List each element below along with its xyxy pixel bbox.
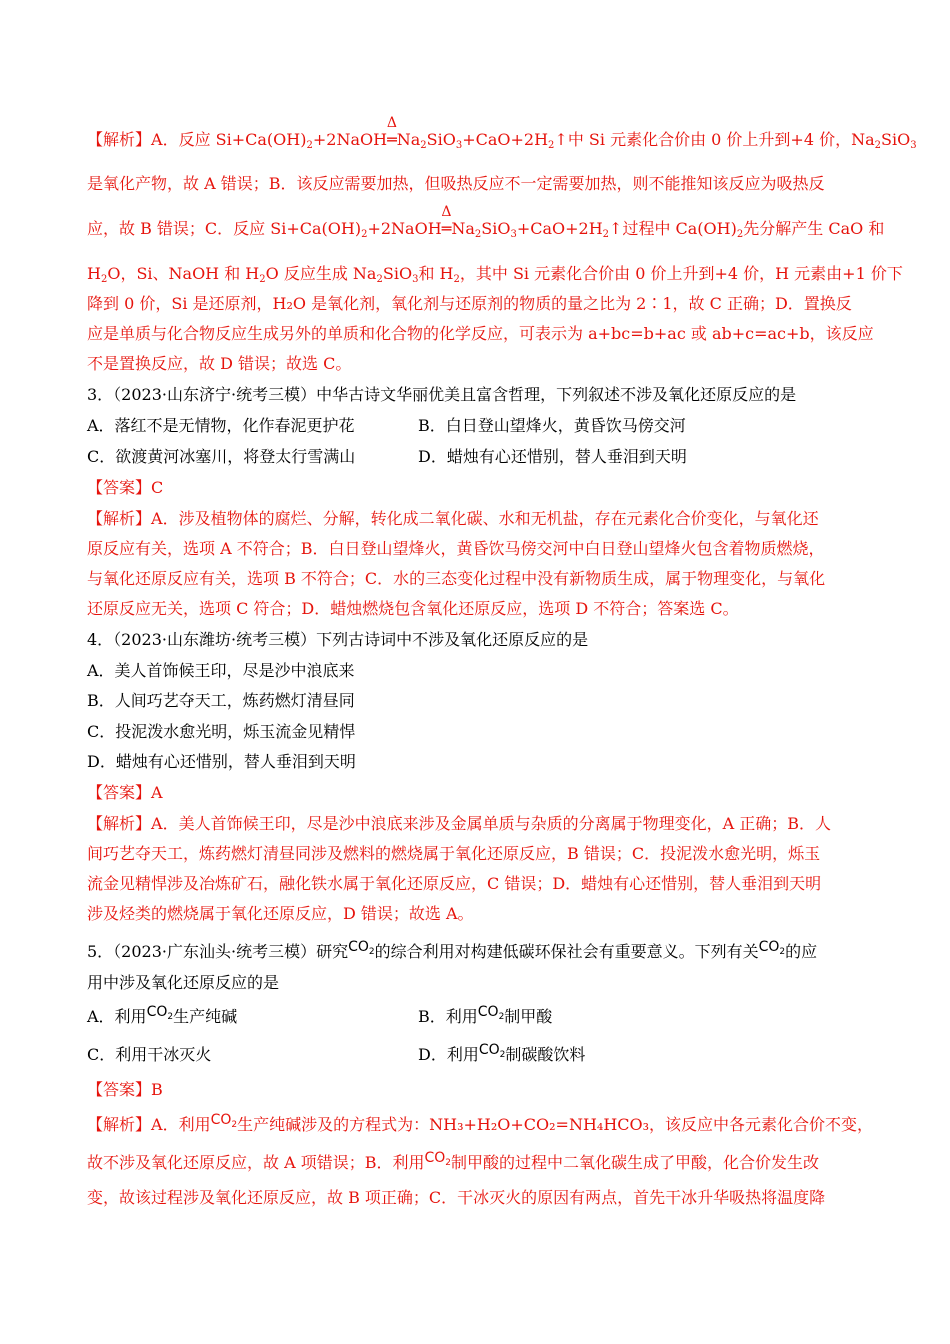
text: O，Si、NaOH 和 H bbox=[107, 264, 260, 283]
text: CO bbox=[424, 1150, 446, 1166]
text: +2NaOH bbox=[312, 130, 388, 149]
analysis2-line-5: 降到 0 价，Si 是还原剂，H₂O 是氧化剂，氧化剂与还原剂的物质的量之比为 2∶1，故 C 正确；D．置换反 bbox=[87, 294, 852, 313]
text: H bbox=[87, 264, 101, 283]
q5-option-b bbox=[418, 1004, 553, 1028]
q3-analysis-line-2: 原反应有关，选项 A 不符合；B．白日登山望烽火，黄昏饮马傍交河中白日登山望烽火包含着物质燃烧， bbox=[87, 539, 825, 558]
text: Na bbox=[451, 219, 475, 238]
sub: 2 bbox=[498, 1012, 505, 1022]
analysis-tag: 【解析】 bbox=[87, 814, 152, 833]
q3-option-d: D．蜡烛有心还惜别，替人垂泪到天明 bbox=[418, 447, 687, 466]
q5-analysis-line-3: 变，故该过程涉及氧化还原反应，故 B 项正确；C．干冰灭火的原因有两点，首先干冰升华吸热将温度降 bbox=[87, 1188, 826, 1207]
text: 的综合利用对构建低碳环保社会有重要意义。下列有关 bbox=[374, 942, 759, 961]
text: SiO bbox=[382, 264, 413, 283]
sub: 2 bbox=[361, 229, 368, 240]
q4-option-d: D．蜡烛有心还惜别，替人垂泪到天明 bbox=[87, 752, 356, 771]
q3-analysis-line-1 bbox=[87, 509, 819, 529]
q3-answer: 【答案】C bbox=[87, 478, 164, 497]
sub: 2 bbox=[368, 947, 375, 957]
sub: 2 bbox=[100, 274, 108, 285]
analysis2-line-7: 不是置换反应，故 D 错误；故选 C。 bbox=[87, 354, 352, 373]
q5-option-a bbox=[87, 1004, 238, 1028]
text: +2NaOH bbox=[367, 219, 442, 238]
analysis-tag: 【解析】 bbox=[87, 1115, 152, 1134]
text: 的应 bbox=[785, 942, 818, 961]
q4-stem: 4．（2023·山东潍坊·统考三模）下列古诗词中不涉及氧化还原反应的是 bbox=[87, 630, 589, 649]
analysis2-line-1 bbox=[87, 115, 917, 151]
equals-sign: ═ bbox=[441, 219, 452, 238]
q5-stem-line-2: 用中涉及氧化还原反应的是 bbox=[87, 973, 280, 992]
q3-option-c: C．欲渡黄河冰塞川，将登太行雪满山 bbox=[87, 447, 356, 466]
sub: 2 bbox=[548, 140, 555, 151]
sub: 3 bbox=[910, 140, 917, 151]
text: 生产纯碱涉及的方程式为：NH₃+H₂O+CO₂=NH₄HCO₃，该反应中各元素化合价不变， bbox=[237, 1115, 874, 1134]
text: ，其中 Si 元素化合价由 0 价上升到+4 价，H 元素由+1 价下 bbox=[459, 264, 903, 283]
sub: 2 bbox=[779, 947, 786, 957]
analysis2-line-2: 是氧化产物，故 A 错误；B．该反应需要加热，但吸热反应不一定需要加热，则不能推知该反应为吸热反 bbox=[87, 174, 825, 193]
text: SiO bbox=[426, 130, 456, 149]
text: O 反应生成 Na bbox=[265, 264, 377, 283]
q5-analysis-line-2 bbox=[87, 1150, 820, 1174]
q4-answer: 【答案】A bbox=[87, 783, 163, 802]
delta-symbol: Δ bbox=[441, 204, 452, 220]
text: 故不涉及氧化还原反应，故 A 项错误；B．利用 bbox=[87, 1153, 425, 1172]
sub: 2 bbox=[420, 140, 427, 151]
q4-analysis-line-2: 间巧艺夺天工，炼药燃灯清昼同涉及燃料的燃烧属于氧化还原反应，B 错误；C．投泥泼水愈光明，烁玉 bbox=[87, 844, 821, 863]
co2-formula bbox=[479, 1042, 506, 1058]
heat-condition-arrow bbox=[441, 204, 452, 239]
text: ↑中 Si 元素化合价由 0 价上升到+4 价，Na bbox=[554, 130, 875, 149]
co2-formula bbox=[211, 1112, 238, 1128]
q4-option-c: C．投泥泼水愈光明，烁玉流金见精悍 bbox=[87, 722, 356, 741]
co2-formula bbox=[478, 1004, 505, 1020]
heat-condition-arrow bbox=[386, 115, 397, 150]
co2-formula bbox=[348, 939, 375, 955]
text: CO bbox=[210, 1112, 232, 1128]
text: SiO bbox=[481, 219, 511, 238]
text: D．利用 bbox=[418, 1045, 479, 1064]
sub: 2 bbox=[736, 229, 744, 240]
text: CO bbox=[146, 1004, 168, 1020]
text: 5．（2023·广东汕头·统考三模）研究 bbox=[87, 942, 349, 961]
text: A．利用 bbox=[151, 1115, 211, 1134]
text: 应，故 B 错误；C．反应 Si+Ca(OH) bbox=[87, 219, 362, 238]
text: +CaO+2H bbox=[462, 130, 549, 149]
text: 制甲酸的过程中二氧化碳生成了甲酸，化合价发生改 bbox=[451, 1153, 820, 1172]
analysis2-line-6: 应是单质与化合物反应生成另外的单质和化合物的化学反应，可表示为 a+bc=b+ac 或 ab+c=ac+b，该反应 bbox=[87, 324, 874, 343]
text: 生产纯碱 bbox=[173, 1007, 238, 1026]
q3-analysis-line-4: 还原反应无关，选项 C 符合；D．蜡烛燃烧包含氧化还原反应，选项 D 不符合；答案选 C。 bbox=[87, 599, 739, 618]
sub: 3 bbox=[510, 229, 517, 240]
q4-option-a: A．美人首饰候王印，尽是沙中浪底来 bbox=[87, 661, 355, 680]
q3-analysis-line-3: 与氧化还原反应有关，选项 B 不符合；C．水的三态变化过程中没有新物质生成，属于物理变化，与氧化 bbox=[87, 569, 826, 588]
text: A．涉及植物体的腐烂、分解，转化成二氧化碳、水和无机盐，存在元素化合价变化，与氧化还 bbox=[151, 509, 819, 528]
sub: 2 bbox=[167, 1012, 174, 1022]
delta-symbol: Δ bbox=[386, 115, 397, 131]
q4-analysis-line-3: 流金见精悍涉及冶炼矿石，融化铁水属于氧化还原反应，C 错误；D．蜡烛有心还惜别，替人垂泪到天明 bbox=[87, 874, 822, 893]
q5-analysis-line-1 bbox=[87, 1112, 874, 1136]
sub: 2 bbox=[474, 229, 482, 240]
text: 先分解产生 CaO 和 bbox=[743, 219, 885, 238]
text: CO bbox=[477, 1004, 499, 1020]
sub: 2 bbox=[445, 1158, 452, 1168]
sub: 2 bbox=[874, 140, 882, 151]
text: A．美人首饰候王印，尽是沙中浪底来涉及金属单质与杂质的分离属于物理变化，A 正确；B．人 bbox=[151, 814, 831, 833]
sub: 2 bbox=[231, 1120, 238, 1130]
sub: 2 bbox=[306, 140, 313, 151]
equals-sign: ═ bbox=[387, 130, 397, 149]
q5-stem-line-1 bbox=[87, 939, 818, 963]
q4-analysis-line-4: 涉及烃类的燃烧属于氧化还原反应，D 错误；故选 A。 bbox=[87, 904, 474, 923]
q3-stem: 3．（2023·山东济宁·统考三模）中华古诗文华丽优美且富含哲理，下列叙述不涉及氧化还原反应的是 bbox=[87, 385, 797, 404]
analysis2-line-3 bbox=[87, 204, 885, 240]
text: B．利用 bbox=[418, 1007, 478, 1026]
sub: 3 bbox=[412, 274, 419, 285]
q3-option-b: B．白日登山望烽火，黄昏饮马傍交河 bbox=[418, 416, 686, 435]
q5-option-c: C．利用干冰灭火 bbox=[87, 1045, 212, 1064]
analysis-tag: 【解析】 bbox=[87, 509, 152, 528]
text: 制甲酸 bbox=[504, 1007, 553, 1026]
q5-answer: 【答案】B bbox=[87, 1080, 163, 1099]
sub: 2 bbox=[602, 229, 610, 240]
sub: 2 bbox=[453, 274, 460, 285]
sub: 2 bbox=[376, 274, 383, 285]
sub: 2 bbox=[259, 274, 266, 285]
analysis-tag: 【解析】 bbox=[87, 130, 152, 149]
text: CO bbox=[348, 939, 369, 955]
analysis2-line-4 bbox=[87, 264, 903, 284]
co2-formula bbox=[759, 939, 786, 955]
text: 制碳酸饮料 bbox=[505, 1045, 586, 1064]
co2-formula bbox=[425, 1150, 452, 1166]
text: Na bbox=[396, 130, 421, 149]
text: CO bbox=[478, 1042, 500, 1058]
sub: 2 bbox=[499, 1050, 506, 1060]
text: A．反应 Si+Ca(OH) bbox=[151, 130, 307, 149]
q4-analysis-line-1 bbox=[87, 814, 831, 834]
text: SiO bbox=[881, 130, 911, 149]
text: +CaO+2H bbox=[516, 219, 603, 238]
q5-option-d bbox=[418, 1042, 586, 1066]
sub: 3 bbox=[455, 140, 463, 151]
text: 和 H bbox=[418, 264, 454, 283]
text: ↑过程中 Ca(OH) bbox=[609, 219, 737, 238]
q4-option-b: B．人间巧艺夺天工，炼药燃灯清昼同 bbox=[87, 691, 355, 710]
co2-formula bbox=[147, 1004, 174, 1020]
text: CO bbox=[758, 939, 780, 955]
text: A．利用 bbox=[87, 1007, 147, 1026]
q3-option-a: A．落红不是无情物，化作春泥更护花 bbox=[87, 416, 355, 435]
